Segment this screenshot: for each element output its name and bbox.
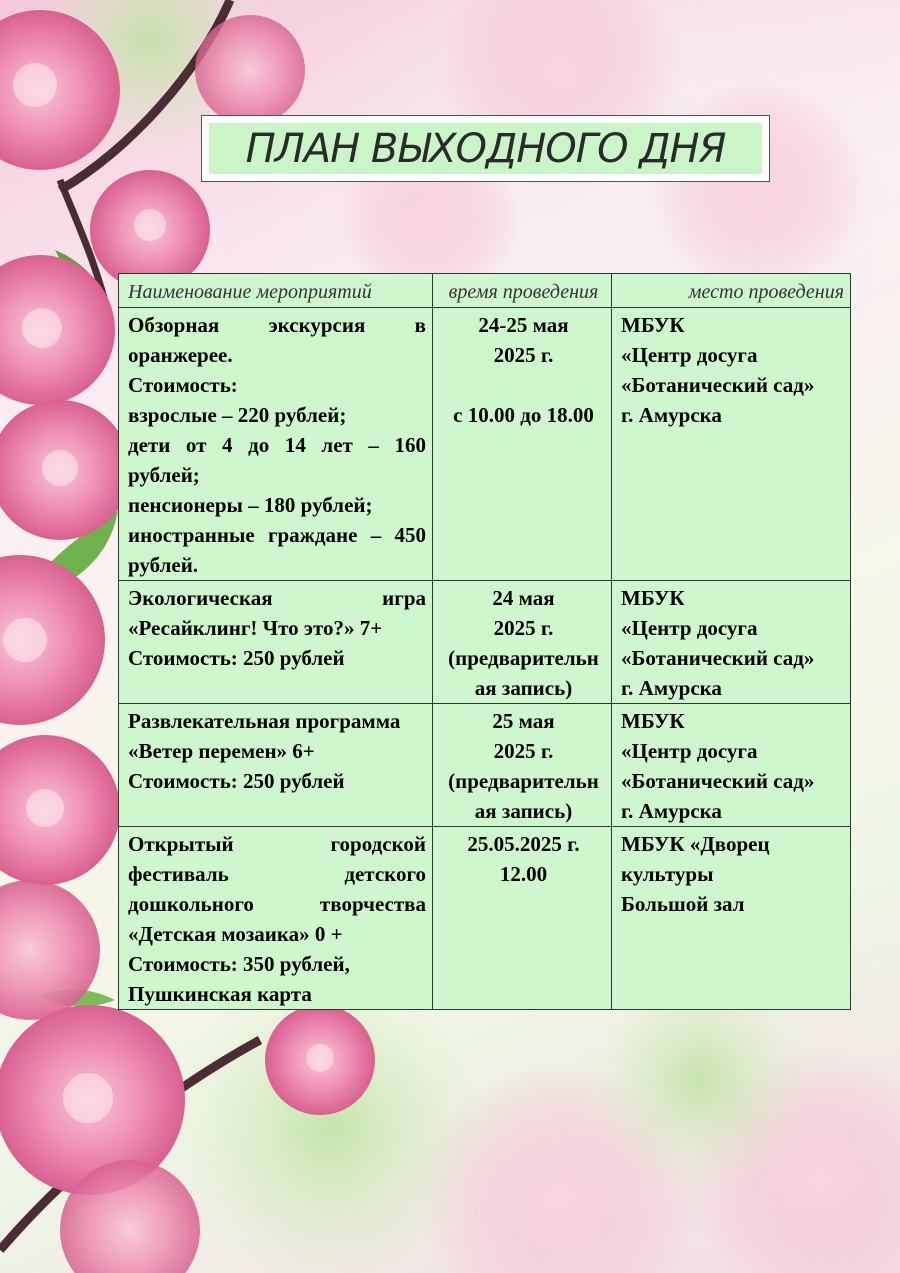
event-time-line: 2025 г. [493,343,554,367]
event-name-line: Обзорная экскурсия в [128,313,426,337]
event-time-cell [433,308,612,581]
event-place-line: «Ботанический сад» [621,769,815,793]
event-place-line: «Ботанический сад» [621,646,815,670]
event-place-cell [612,704,851,827]
event-name-line: Развлекательная программа [128,709,401,733]
event-name-line: дети от 4 до 14 лет – 160 [128,433,426,457]
table-row [119,704,851,827]
event-time-line: ая запись) [474,799,573,823]
event-name-line: «Детская мозаика» 0 + [128,922,343,946]
event-time-line: ая запись) [474,676,573,700]
header-name: Наименование мероприятий [119,274,433,308]
title-panel [209,123,762,174]
table-row [119,308,851,581]
event-name-line: иностранные граждане – 450 [128,523,426,547]
header-time: время проведения [433,274,612,308]
event-name-line: «Ресайклинг! Что это?» 7+ [128,616,383,640]
event-name-line: Экологическая игра [128,586,426,610]
event-name-line: рублей; [128,463,200,487]
event-place-cell [612,827,851,1010]
event-name-line: Открытый городской [128,832,426,856]
event-place-line: «Центр досуга [621,739,758,763]
event-time-cell [433,827,612,1010]
table-header-row [119,274,851,308]
table-body [119,308,851,1010]
event-time-line: 25 мая [492,709,555,733]
event-place-line: Большой зал [621,892,745,916]
table-row [119,581,851,704]
event-name-line: Стоимость: 250 рублей [128,646,345,670]
event-name-line: взрослые – 220 рублей; [128,403,347,427]
event-place-line: г. Амурска [621,799,722,823]
event-time-line: 12.00 [499,862,548,886]
event-time-line: 2025 г. [493,616,554,640]
event-time-line: 24 мая [492,586,555,610]
event-name-line: «Ветер перемен» 6+ [128,739,315,763]
event-place-line: культуры [621,862,714,886]
header-place: место проведения [612,274,851,308]
event-name-line: пенсионеры – 180 рублей; [128,493,373,517]
event-name-line: Стоимость: [128,373,238,397]
schedule-table [118,273,851,1010]
event-place-line: г. Амурска [621,403,722,427]
event-name-line: Пушкинская карта [128,982,312,1006]
event-place-line: МБУК [621,586,685,610]
event-name-line: оранжерее. [128,343,233,367]
event-place-line: «Центр досуга [621,343,758,367]
event-name-cell [119,827,433,1010]
event-place-line: МБУК «Дворец [621,832,770,856]
event-name-line: Стоимость: 250 рублей [128,769,345,793]
event-time-cell [433,581,612,704]
event-name-cell [119,704,433,827]
page-title: ПЛАН ВЫХОДНОГО ДНЯ [245,125,726,172]
event-time-line [442,370,605,400]
event-place-line: «Центр досуга [621,616,758,640]
event-time-line: 25.05.2025 г. [467,832,580,856]
event-time-line: (предварительн [448,769,599,793]
event-time-line: 2025 г. [493,739,554,763]
event-place-line: МБУК [621,709,685,733]
event-place-line: г. Амурска [621,676,722,700]
event-time-line: 24-25 мая [478,313,569,337]
event-name-line: фестиваль детского [128,862,426,886]
event-name-cell [119,308,433,581]
event-name-line: дошкольного творчества [128,892,426,916]
event-time-line: с 10.00 до 18.00 [453,403,594,427]
table-row [119,827,851,1010]
event-name-cell [119,581,433,704]
event-name-line: Стоимость: 350 рублей, [128,952,350,976]
title-frame [201,115,770,182]
event-time-cell [433,704,612,827]
event-name-line: рублей. [128,553,199,577]
event-place-cell [612,308,851,581]
event-place-line: МБУК [621,313,685,337]
event-place-line: «Ботанический сад» [621,373,815,397]
event-time-line: (предварительн [448,646,599,670]
event-place-cell [612,581,851,704]
